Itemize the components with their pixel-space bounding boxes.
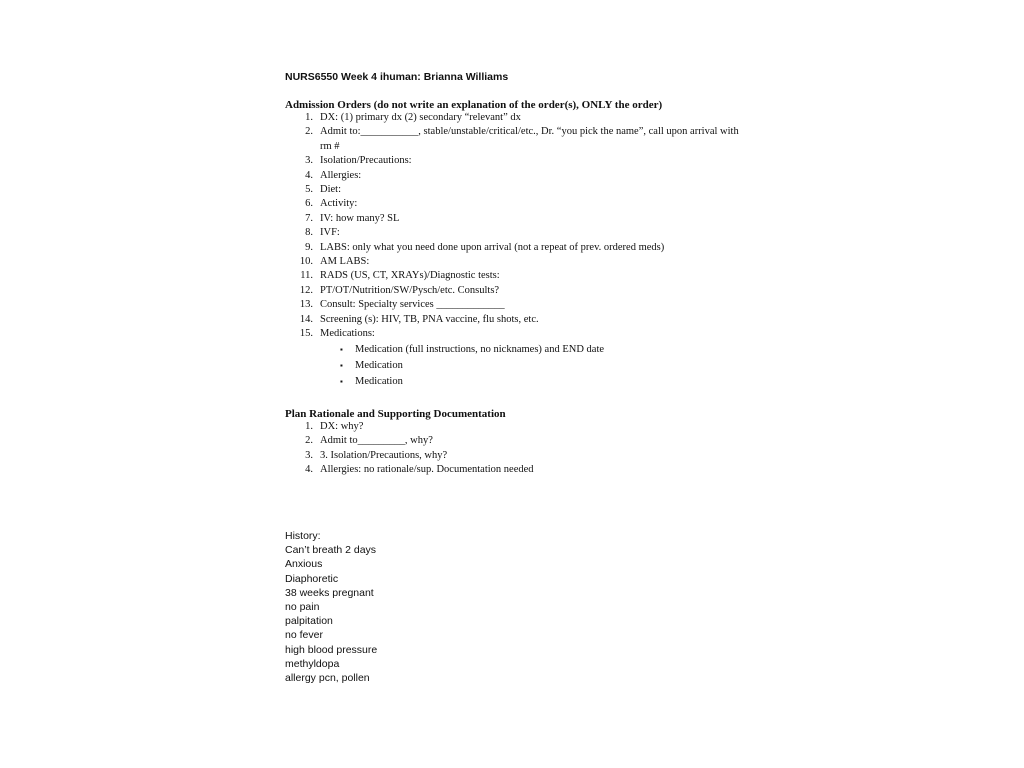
admission-orders-heading: Admission Orders (do not write an explanation of the order(s), ONLY the order) xyxy=(285,99,663,111)
list-item: 5. Diet: xyxy=(305,184,341,196)
history-line: Anxious xyxy=(285,558,323,571)
list-item: 15. Medications: ▪ Medication (full instructions, no nicknames) and END date ▪ Medication ▪ Medication xyxy=(285,327,745,389)
list-item: 1. DX: why? xyxy=(305,421,364,432)
history-section xyxy=(285,529,377,685)
history-line: palpitation xyxy=(285,615,333,628)
history-line: 38 weeks pregnant xyxy=(285,586,374,599)
list-item: 1. DX: (1) primary dx (2) secondary “relevant” dx xyxy=(305,112,521,123)
list-item: 4. Allergies: xyxy=(305,169,362,181)
list-item: 3. 3. Isolation/Precautions, why? xyxy=(305,449,448,461)
plan-rationale-list xyxy=(285,420,745,478)
list-item: 2. Admit to:___________, stable/unstable/critical/etc., Dr. “you pick the name”, call upon arrival with rm # xyxy=(305,126,739,152)
bullet-icon: ▪ xyxy=(340,360,343,370)
list-item: 3. Isolation/Precautions: xyxy=(305,155,412,167)
document-title: NURS6550 Week 4 ihuman: Brianna Williams xyxy=(285,71,509,83)
plan-rationale-heading: Plan Rationale and Supporting Documentation xyxy=(285,408,506,420)
medication-item: ▪ Medication xyxy=(340,358,745,374)
history-line: no pain xyxy=(285,601,320,614)
medication-item: ▪ Medication (full instructions, no nicknames) and END date xyxy=(340,342,745,358)
list-item: 4. Allergies: no rationale/sup. Documentation needed xyxy=(305,464,534,476)
medication-item: ▪ Medication xyxy=(340,374,745,390)
history-line: Can’t breath 2 days xyxy=(285,544,377,557)
list-item: 6. Activity: xyxy=(305,198,358,210)
bullet-icon: ▪ xyxy=(340,344,343,354)
list-item: 14. Screening (s): HIV, TB, PNA vaccine, flu shots, etc. xyxy=(299,313,539,325)
history-line: high blood pressure xyxy=(285,643,378,656)
list-item: 2. Admit to_________, why? xyxy=(305,435,433,447)
history-line: no fever xyxy=(285,629,323,642)
list-item: 13. Consult: Specialty services _____________ xyxy=(299,299,505,311)
bullet-icon: ▪ xyxy=(340,376,343,386)
list-item: 8. IVF: xyxy=(305,227,340,239)
history-line: Diaphoretic xyxy=(285,572,339,585)
list-item: 9. LABS: only what you need done upon arrival (not a repeat of prev. ordered meds) xyxy=(305,241,665,253)
history-label: History: xyxy=(285,530,321,542)
list-item: 10. AM LABS: xyxy=(299,256,370,268)
history-line: allergy pcn, pollen xyxy=(285,672,370,685)
medications-list xyxy=(320,342,745,390)
history-line: methyldopa xyxy=(285,657,340,670)
admission-orders-list xyxy=(285,111,745,390)
list-item: 7. IV: how many? SL xyxy=(305,212,400,224)
list-item: 12. PT/OT/Nutrition/SW/Pysch/etc. Consults? xyxy=(299,284,500,296)
list-item: 11. RADS (US, CT, XRAYs)/Diagnostic tests: xyxy=(300,270,500,282)
